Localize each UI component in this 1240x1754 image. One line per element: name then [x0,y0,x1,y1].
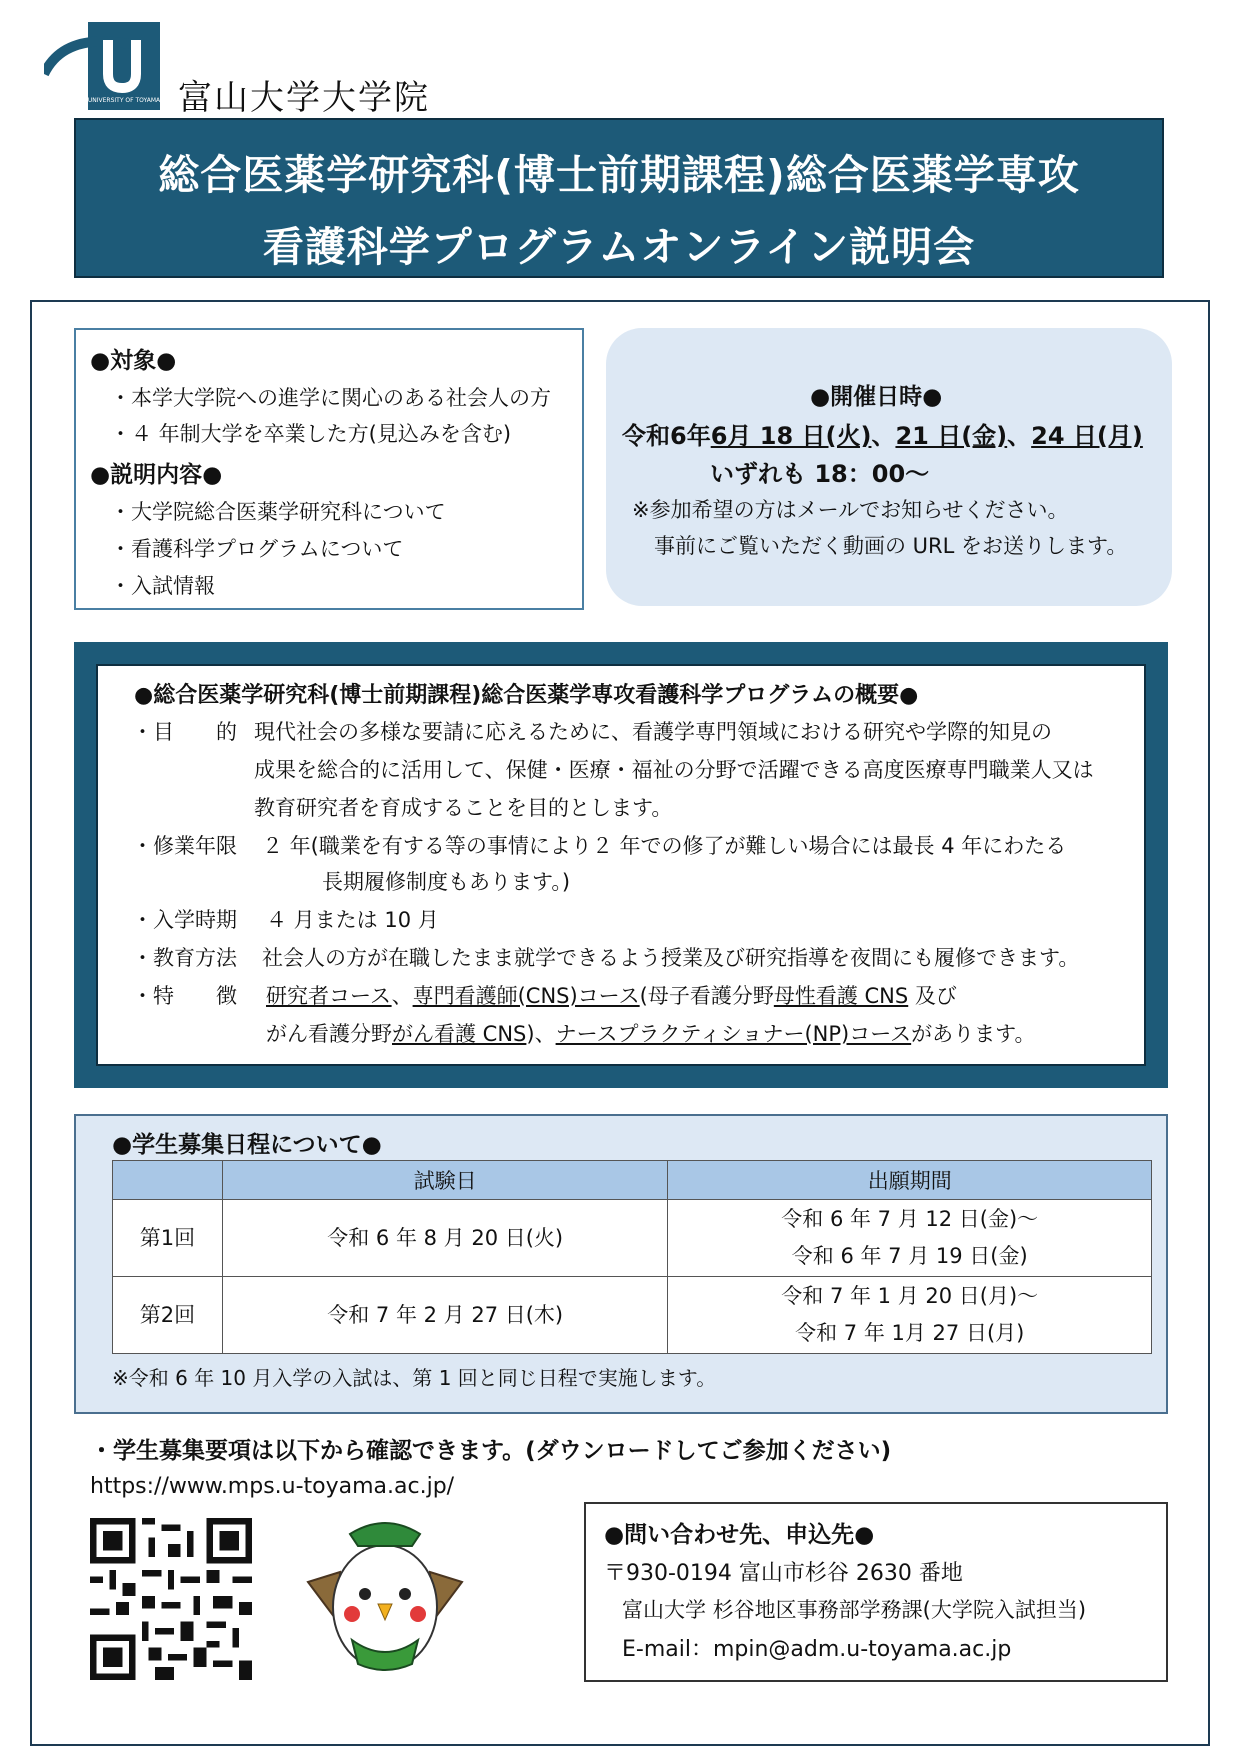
target-item: ・４ 年制大学を卒業した方(見込みを含む) [110,422,512,446]
years-label: ・修業年限 [132,834,237,858]
schedule-table [112,1160,1152,1354]
col-application-period: 出願期間 [668,1161,1152,1200]
title-banner [74,118,1164,278]
date-line: 令和6年6月 18 日(火)、21 日(金)、24 日(月) [622,422,1143,450]
table-row [113,1200,1152,1277]
schedule-note: ※令和 6 年 10 月入学の入試は、第 1 回と同じ日程で実施します。 [112,1366,717,1390]
course-maternal-cns: 母性看護 CNS [773,984,909,1008]
course-cns: 専門看護師(CNS)コース [412,984,640,1008]
application-period: 令和 6 年 7 月 12 日(金)～ 令和 6 年 7 月 19 日(金) [668,1200,1152,1277]
content-item: ・入試情報 [110,574,215,598]
admission-text: ４ 月または 10 月 [266,908,439,932]
date-note-1: ※参加希望の方はメールでお知らせください。 [632,498,1069,522]
exam-date: 令和 6 年 8 月 20 日(火) [222,1200,668,1277]
content-item: ・看護科学プログラムについて [110,537,404,561]
date-note-2: 事前にご覧いただく動画の URL をお送りします。 [654,534,1128,558]
method-text: 社会人の方が在職したまま就学できるよう授業及び研究指導を夜間にも履修できます。 [262,946,1080,970]
date-heading: ●開催日時● [810,384,943,410]
content-heading: ●説明内容● [90,462,223,488]
guide-text: ・学生募集要項は以下から確認できます。(ダウンロードしてご参加ください) [90,1438,892,1464]
table-header [113,1161,1152,1200]
title-line-1: 総合医薬学研究科(博士前期課程)総合医薬学専攻 [158,151,1080,199]
contact-heading: ●問い合わせ先、申込先● [604,1522,875,1548]
years-text: 長期履修制度もあります。) [322,870,571,894]
round: 第1回 [113,1200,223,1277]
col-exam-date: 試験日 [222,1161,668,1200]
mascot-illustration [300,1512,470,1682]
target-heading: ●対象● [90,348,177,374]
date-3: 24 日(月) [1031,422,1143,450]
feature-text: 研究者コース、専門看護師(CNS)コース(母子看護分野母性看護 CNS 及び [266,984,957,1008]
round: 第2回 [113,1277,223,1354]
guide-url[interactable]: https://www.mps.u-toyama.ac.jp/ [90,1474,455,1499]
method-label: ・教育方法 [132,946,237,970]
purpose-label: ・目 的 [132,720,237,744]
years-text: ２ 年(職業を有する等の事情により２ 年での修了が難しい場合には最長 4 年にわたる [262,834,1067,858]
overview-heading: ●総合医薬学研究科(博士前期課程)総合医薬学専攻看護科学プログラムの概要● [134,683,919,708]
schedule-heading: ●学生募集日程について● [112,1132,382,1158]
purpose-text: 教育研究者を育成することを目的とします。 [254,796,673,820]
purpose-text: 現代社会の多様な要請に応えるために、看護学専門領域における研究や学際的知見の [254,720,1052,744]
university-name: 富山大学大学院 [178,78,430,118]
date-1: 6月 18 日(火) [710,422,872,450]
target-item: ・本学大学院への進学に関心のある社会人の方 [110,386,551,410]
svg-text:UNIVERSITY OF TOYAMA: UNIVERSITY OF TOYAMA [87,97,160,104]
course-researcher: 研究者コース [266,984,392,1008]
title-line-2: 看護科学プログラムオンライン説明会 [262,223,976,271]
contact-email[interactable]: E-mail：mpin@adm.u-toyama.ac.jp [622,1637,1012,1662]
date-2: 21 日(金) [895,422,1008,450]
qr-code[interactable] [90,1518,252,1680]
course-cancer-cns: がん看護 CNS [392,1022,527,1046]
application-period: 令和 7 年 1 月 20 日(月)～ 令和 7 年 1月 27 日(月) [668,1277,1152,1354]
exam-date: 令和 7 年 2 月 27 日(木) [222,1277,668,1354]
admission-label: ・入学時期 [132,908,237,932]
feature-text: がん看護分野がん看護 CNS)、ナースプラクティショナー(NP)コースがあります。 [266,1022,1036,1046]
contact-office: 富山大学 杉谷地区事務部学務課(大学院入試担当) [622,1598,1087,1622]
feature-label: ・特 徴 [132,984,237,1008]
table-row [113,1277,1152,1354]
course-np: ナースプラクティショナー(NP)コース [555,1022,912,1046]
contact-address: 〒930-0194 富山市杉谷 2630 番地 [604,1561,963,1586]
content-item: ・大学院総合医薬学研究科について [110,500,446,524]
purpose-text: 成果を総合的に活用して、保健・医療・福祉の分野で活躍できる高度医療専門職業人又は [254,758,1094,782]
university-logo [44,22,160,110]
date-time: いずれも 18：00～ [710,460,930,488]
